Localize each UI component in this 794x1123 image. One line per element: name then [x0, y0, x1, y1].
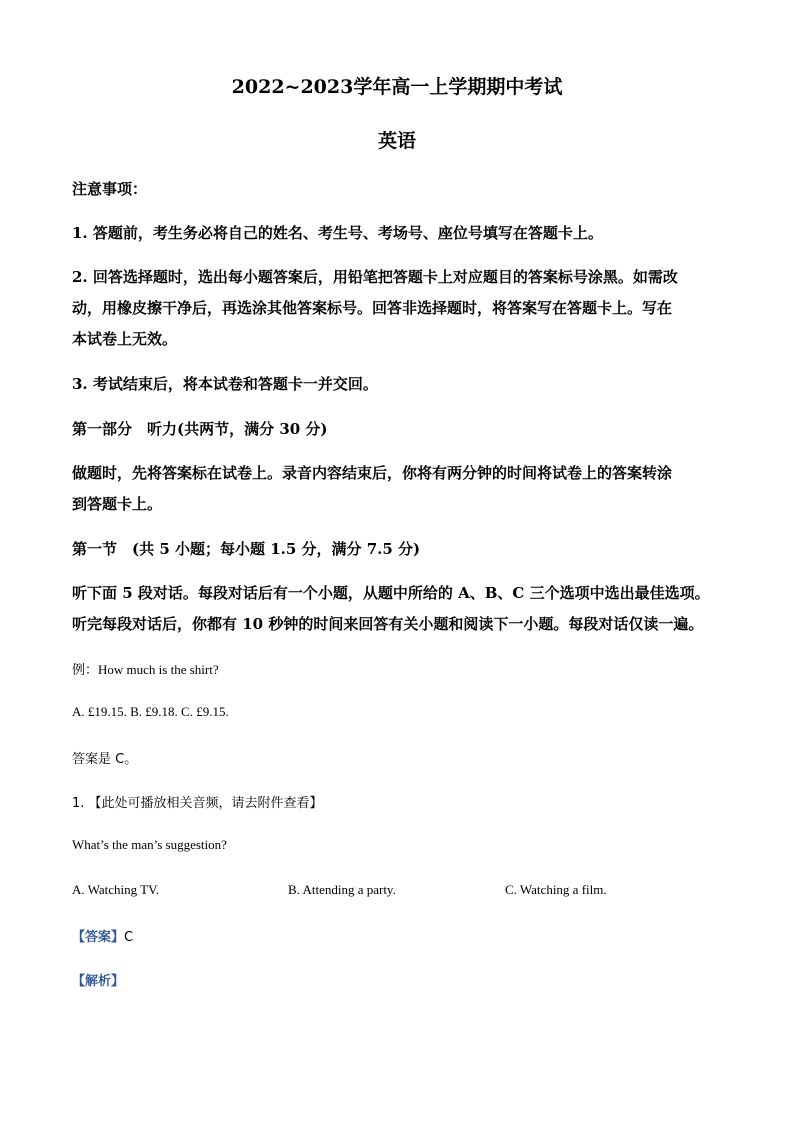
answer-bracket-open: 【 — [72, 930, 86, 945]
subject-title: 英语 — [377, 130, 416, 152]
q1-audio-note: 1. 【此处可播放相关音频，请去附件查看】 — [72, 796, 323, 811]
q1-question: What’s the man’s suggestion? — [72, 837, 227, 852]
notice-item-2-line-3: 本试卷上无效。 — [72, 330, 178, 348]
answer-value: C — [124, 930, 134, 945]
answer-bracket-close: 】 — [111, 930, 125, 945]
q1-option-a: A. Watching TV. — [72, 882, 160, 897]
answer-label: 答案 — [85, 930, 112, 945]
notice-item-1: 1. 答题前，考生务必将自己的姓名、考生号、考场号、座位号填写在答题卡上。 — [72, 224, 603, 242]
exam-title: 2022~2023学年高一上学期期中考试 — [231, 76, 563, 98]
part1-heading: 第一部分 听力(共两节，满分 30 分) — [72, 420, 328, 438]
part1-instruction-line-2: 到答题卡上。 — [72, 495, 163, 513]
analysis-bracket-close: 】 — [111, 974, 125, 989]
q1-option-b: B. Attending a party. — [288, 882, 396, 897]
analysis-bracket-open: 【 — [72, 974, 86, 989]
section1-heading: 第一节 (共 5 小题；每小题 1.5 分，满分 7.5 分) — [72, 540, 421, 558]
example-answer: 答案是 C。 — [72, 752, 138, 767]
notice-item-3: 3. 考试结束后，将本试卷和答题卡一并交回。 — [72, 375, 378, 393]
notice-heading: 注意事项： — [72, 180, 148, 198]
q1-option-c: C. Watching a film. — [505, 882, 607, 897]
notice-item-2-line-2: 动，用橡皮擦干净后，再选涂其他答案标号。回答非选择题时，将答案写在答题卡上。写在 — [72, 299, 673, 317]
example-options: A. £19.15. B. £9.18. C. £9.15. — [72, 704, 229, 719]
section1-instruction-line-2: 听完每段对话后，你都有 10 秒钟的时间来回答有关小题和阅读下一小题。每段对话仅读一遍。 — [72, 615, 704, 633]
notice-item-2-line-1: 2. 回答选择题时，选出每小题答案后，用铅笔把答题卡上对应题目的答案标号涂黑。如需改 — [72, 268, 678, 286]
analysis-label: 解析 — [85, 974, 112, 989]
example-question: 例：How much is the shirt? — [72, 662, 219, 677]
q1-analysis — [72, 970, 124, 989]
part1-instruction-line-1: 做题时，先将答案标在试卷上。录音内容结束后，你将有两分钟的时间将试卷上的答案转涂 — [72, 464, 673, 482]
q1-answer — [72, 926, 133, 945]
section1-instruction-line-1: 听下面 5 段对话。每段对话后有一个小题，从题中所给的 A、B、C 三个选项中选出最佳选项。 — [72, 584, 710, 602]
